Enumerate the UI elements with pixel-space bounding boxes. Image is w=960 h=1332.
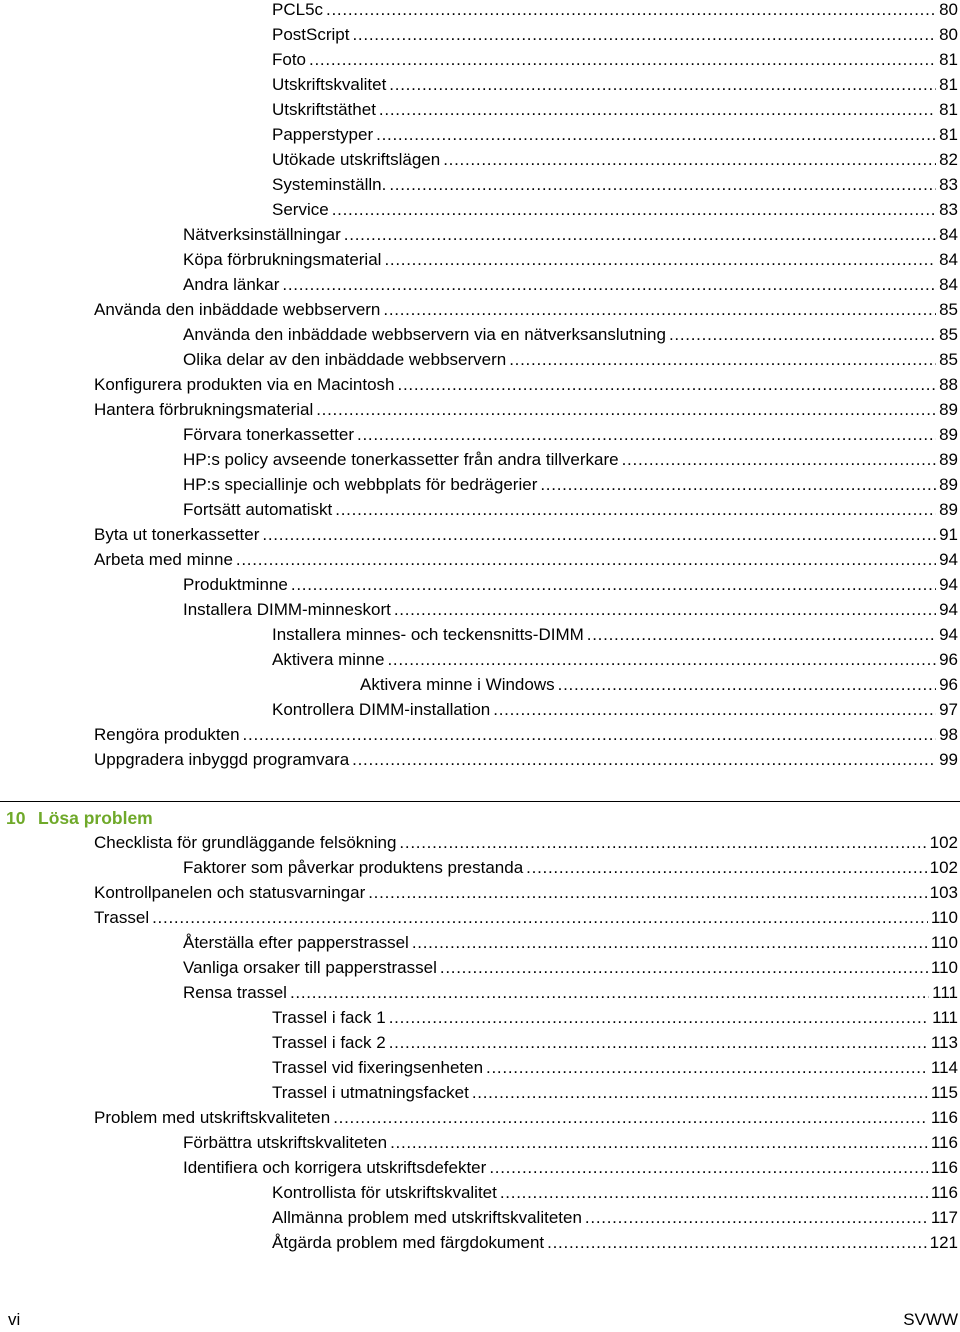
toc-entry-page: 110 — [930, 958, 958, 977]
toc-entry[interactable] — [94, 548, 958, 572]
toc-entry-title: Aktivera minne — [272, 650, 385, 669]
toc-entry-page: 110 — [930, 908, 958, 927]
toc-leader-dots — [326, 0, 936, 22]
toc-entry-page: 97 — [939, 700, 958, 719]
toc-entry[interactable] — [272, 148, 958, 172]
toc-entry-page: 94 — [939, 600, 958, 619]
toc-leader-dots — [489, 1156, 928, 1180]
document-code: SVWW — [903, 1310, 958, 1329]
toc-leader-dots — [472, 1081, 928, 1105]
toc-entry-page: 110 — [930, 933, 958, 952]
toc-entry-page: 96 — [939, 650, 958, 669]
toc-entry-title: Produktminne — [183, 575, 288, 594]
toc-entry[interactable] — [183, 981, 958, 1005]
toc-entry-page: 91 — [939, 525, 958, 544]
toc-entry-page: 98 — [939, 725, 958, 744]
toc-leader-dots — [526, 856, 926, 880]
toc-entry[interactable] — [94, 906, 958, 930]
toc-entry-title: HP:s speciallinje och webbplats för bedrägerier — [183, 475, 538, 494]
toc-leader-dots — [443, 148, 936, 172]
toc-leader-dots — [398, 373, 937, 397]
toc-entry-page: 85 — [939, 350, 958, 369]
toc-entry-title: Systeminställn. — [272, 175, 387, 194]
toc-leader-dots — [486, 1056, 928, 1080]
toc-entry[interactable] — [272, 1206, 958, 1230]
toc-leader-dots — [309, 48, 936, 72]
toc-leader-dots — [389, 1006, 929, 1030]
chapter-number: 10 — [6, 808, 26, 828]
toc-entry-title: Faktorer som påverkar produktens prestanda — [183, 858, 524, 877]
toc-entry-title: Installera minnes- och teckensnitts-DIMM — [272, 625, 584, 644]
toc-leader-dots — [585, 1206, 928, 1230]
toc-entry-page: 89 — [939, 425, 958, 444]
toc-entry[interactable] — [94, 723, 958, 747]
toc-entry-page: 116 — [930, 1133, 958, 1152]
toc-leader-dots — [236, 548, 936, 572]
toc-entry[interactable] — [272, 648, 958, 672]
chapter-title: Lösa problem — [38, 808, 153, 828]
toc-entry-page: 84 — [939, 250, 958, 269]
toc-entry-title: Checklista för grundläggande felsökning — [94, 833, 397, 852]
toc-entry-page: 83 — [939, 175, 958, 194]
toc-entry[interactable] — [272, 1031, 958, 1055]
toc-entry-title: Trassel i fack 1 — [272, 1008, 386, 1027]
toc-entry-title: Uppgradera inbyggd programvara — [94, 750, 350, 769]
toc-entry[interactable] — [272, 698, 958, 722]
toc-leader-dots — [440, 956, 928, 980]
toc-entry-page: 115 — [930, 1083, 958, 1102]
toc-entry[interactable] — [272, 198, 958, 222]
toc-entry-title: Allmänna problem med utskriftskvaliteten — [272, 1208, 582, 1227]
toc-leader-dots — [376, 123, 936, 147]
toc-entry-title: Trassel — [94, 908, 150, 927]
toc-entry[interactable] — [94, 373, 958, 397]
toc-leader-dots — [243, 723, 937, 747]
toc-entry[interactable] — [183, 1131, 958, 1155]
toc-entry-title: Hantera förbrukningsmaterial — [94, 400, 314, 419]
toc-entry[interactable] — [272, 623, 958, 647]
toc-leader-dots — [291, 573, 936, 597]
toc-leader-dots — [669, 323, 936, 347]
toc-entry-title: Fortsätt automatiskt — [183, 500, 333, 519]
toc-leader-dots — [509, 348, 936, 372]
toc-entry-page: 81 — [939, 50, 958, 69]
toc-entry-page: 84 — [939, 275, 958, 294]
toc-entry-title: Andra länkar — [183, 275, 280, 294]
toc-entry-page: 99 — [939, 750, 958, 769]
toc-entry-title: Trassel vid fixeringsenheten — [272, 1058, 484, 1077]
toc-entry-title: Rensa trassel — [183, 983, 287, 1002]
toc-entry-title: PostScript — [272, 25, 350, 44]
toc-entry-title: Trassel i fack 2 — [272, 1033, 386, 1052]
toc-leader-dots — [387, 648, 936, 672]
toc-entry-page: 121 — [929, 1233, 958, 1252]
toc-entry-page: 96 — [939, 675, 958, 694]
toc-leader-dots — [262, 523, 936, 547]
toc-entry[interactable] — [94, 398, 958, 422]
toc-entry-title: Rengöra produkten — [94, 725, 240, 744]
toc-entry-page: 89 — [939, 450, 958, 469]
toc-entry[interactable] — [272, 1056, 958, 1080]
toc-entry-title: Återställa efter papperstrassel — [183, 933, 409, 952]
toc-leader-dots — [352, 23, 936, 47]
toc-leader-dots — [389, 173, 936, 197]
toc-leader-dots — [332, 198, 936, 222]
toc-entry[interactable] — [183, 856, 958, 880]
toc-entry[interactable] — [272, 48, 958, 72]
toc-entry-title: Byta ut tonerkassetter — [94, 525, 260, 544]
toc-entry[interactable] — [272, 1006, 958, 1030]
toc-entry-title: Kontrollista för utskriftskvalitet — [272, 1183, 497, 1202]
toc-entry-title: Vanliga orsaker till papperstrassel — [183, 958, 437, 977]
toc-entry-page: 80 — [939, 25, 958, 44]
toc-entry[interactable] — [183, 598, 958, 622]
toc-entry-page: 94 — [939, 550, 958, 569]
toc-entry-page: 80 — [939, 0, 958, 19]
toc-entry[interactable] — [94, 298, 958, 322]
toc-leader-dots — [290, 981, 929, 1005]
toc-entry[interactable] — [183, 248, 958, 272]
toc-entry-page: 85 — [939, 325, 958, 344]
toc-entry[interactable] — [183, 348, 958, 372]
toc-leader-dots — [389, 1031, 928, 1055]
toc-entry-title: Använda den inbäddade webbservern via en nätverksanslutning — [183, 325, 666, 344]
toc-entry-page: 94 — [939, 625, 958, 644]
toc-entry[interactable] — [183, 473, 958, 497]
toc-entry-title: HP:s policy avseende tonerkassetter från andra tillverkare — [183, 450, 619, 469]
toc-entry[interactable] — [94, 748, 958, 772]
toc-leader-dots — [383, 298, 936, 322]
toc-entry-title: Papperstyper — [272, 125, 374, 144]
toc-entry-page: 116 — [930, 1158, 958, 1177]
toc-entry-title: Service — [272, 200, 329, 219]
toc-entry-page: 89 — [939, 500, 958, 519]
toc-leader-dots — [316, 398, 936, 422]
toc-leader-dots — [540, 473, 936, 497]
toc-entry[interactable] — [272, 23, 958, 47]
toc-leader-dots — [558, 673, 936, 697]
toc-entry[interactable] — [183, 273, 958, 297]
toc-entry-page: 111 — [932, 1008, 958, 1027]
toc-leader-dots — [352, 748, 936, 772]
toc-entry-page: 113 — [930, 1033, 958, 1052]
toc-entry-page: 81 — [939, 125, 958, 144]
toc-leader-dots — [282, 273, 936, 297]
toc-entry-page: 116 — [930, 1183, 958, 1202]
toc-entry-title: Aktivera minne i Windows — [360, 675, 555, 694]
toc-entry-title: Identifiera och korrigera utskriftsdefekter — [183, 1158, 487, 1177]
toc-leader-dots — [390, 1131, 928, 1155]
toc-entry[interactable] — [272, 0, 958, 22]
toc-entry[interactable] — [272, 1231, 958, 1255]
toc-leader-dots — [399, 831, 926, 855]
toc-entry[interactable] — [183, 1156, 958, 1180]
toc-entry-title: Utskriftstäthet — [272, 100, 376, 119]
toc-entry-page: 94 — [939, 575, 958, 594]
toc-entry[interactable] — [183, 573, 958, 597]
toc-entry-title: Trassel i utmatningsfacket — [272, 1083, 469, 1102]
toc-entry[interactable] — [94, 831, 958, 855]
toc-entry[interactable] — [94, 523, 958, 547]
toc-entry[interactable] — [183, 498, 958, 522]
chapter-divider — [0, 801, 960, 802]
toc-leader-dots — [622, 448, 936, 472]
toc-entry-title: Förvara tonerkassetter — [183, 425, 355, 444]
toc-entry-page: 81 — [939, 75, 958, 94]
toc-entry-page: 82 — [939, 150, 958, 169]
toc-entry-page: 85 — [939, 300, 958, 319]
toc-entry[interactable] — [183, 956, 958, 980]
toc-entry-page: 102 — [929, 833, 958, 852]
toc-leader-dots — [379, 98, 936, 122]
toc-entry[interactable] — [272, 123, 958, 147]
toc-entry[interactable] — [183, 448, 958, 472]
toc-entry[interactable] — [94, 1106, 958, 1130]
toc-entry-page: 89 — [939, 475, 958, 494]
toc-entry-page: 103 — [929, 883, 958, 902]
toc-entry-title: Arbeta med minne — [94, 550, 233, 569]
toc-entry-title: Olika delar av den inbäddade webbservern — [183, 350, 507, 369]
toc-entry[interactable] — [183, 223, 958, 247]
toc-entry-page: 81 — [939, 100, 958, 119]
toc-leader-dots — [547, 1231, 926, 1255]
page-number: vi — [8, 1310, 21, 1329]
toc-entry-page: 102 — [929, 858, 958, 877]
toc-entry[interactable] — [272, 173, 958, 197]
toc-entry-title: Köpa förbrukningsmaterial — [183, 250, 382, 269]
toc-leader-dots — [412, 931, 928, 955]
toc-entry[interactable] — [183, 423, 958, 447]
toc-entry[interactable] — [183, 323, 958, 347]
toc-leader-dots — [333, 1106, 928, 1130]
toc-entry-title: Förbättra utskriftskvaliteten — [183, 1133, 388, 1152]
toc-entry-page: 88 — [939, 375, 958, 394]
toc-leader-dots — [500, 1181, 928, 1205]
toc-entry[interactable] — [272, 73, 958, 97]
toc-entry-page: 111 — [932, 983, 958, 1002]
toc-entry-page: 114 — [930, 1058, 958, 1077]
toc-entry-title: Kontrollera DIMM-installation — [272, 700, 491, 719]
toc-entry-title: Kontrollpanelen och statusvarningar — [94, 883, 366, 902]
toc-entry-page: 89 — [939, 400, 958, 419]
toc-leader-dots — [384, 248, 936, 272]
toc-leader-dots — [394, 598, 936, 622]
toc-entry-title: Foto — [272, 50, 307, 69]
toc-entry-page: 116 — [930, 1108, 958, 1127]
toc-entry-title: Utskriftskvalitet — [272, 75, 387, 94]
toc-entry[interactable] — [183, 931, 958, 955]
toc-leader-dots — [587, 623, 936, 647]
toc-entry[interactable] — [272, 98, 958, 122]
toc-entry[interactable] — [272, 1181, 958, 1205]
toc-leader-dots — [335, 498, 936, 522]
toc-entry[interactable] — [272, 1081, 958, 1105]
toc-entry-page: 117 — [930, 1208, 958, 1227]
toc-leader-dots — [368, 881, 926, 905]
toc-entry-page: 83 — [939, 200, 958, 219]
toc-entry[interactable] — [94, 881, 958, 905]
toc-entry-title: Använda den inbäddade webbservern — [94, 300, 381, 319]
toc-entry-title: Utökade utskriftslägen — [272, 150, 441, 169]
toc-entry-title: Installera DIMM-minneskort — [183, 600, 391, 619]
toc-leader-dots — [152, 906, 928, 930]
toc-entry[interactable] — [360, 673, 958, 697]
toc-entry-page: 84 — [939, 225, 958, 244]
toc-entry-title: PCL5c — [272, 0, 324, 19]
toc-entry-title: Nätverksinställningar — [183, 225, 341, 244]
toc-leader-dots — [357, 423, 936, 447]
toc-leader-dots — [344, 223, 936, 247]
toc-leader-dots — [389, 73, 936, 97]
toc-entry-title: Problem med utskriftskvaliteten — [94, 1108, 331, 1127]
chapter-heading — [6, 806, 153, 830]
toc-entry-title: Konfigurera produkten via en Macintosh — [94, 375, 395, 394]
toc-entry-title: Åtgärda problem med färgdokument — [272, 1233, 545, 1252]
toc-leader-dots — [493, 698, 936, 722]
